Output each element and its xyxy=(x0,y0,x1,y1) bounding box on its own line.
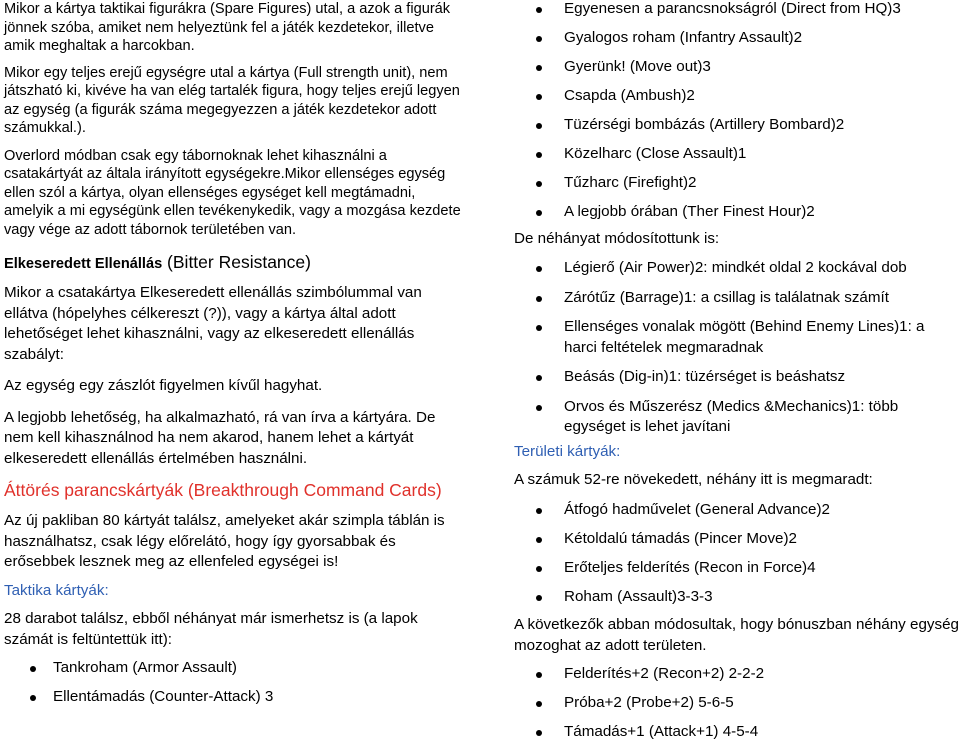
list-item: Felderítés+2 (Recon+2) 2-2-2 xyxy=(514,664,960,685)
list-item: Csapda (Ambush)2 xyxy=(514,86,960,107)
heading-bitter-bold: Elkeseredett Ellenállás xyxy=(4,256,163,272)
bullet-icon xyxy=(30,666,36,672)
list-item: Átfogó hadművelet (General Advance)2 xyxy=(514,500,960,521)
paragraph-following: A következők abban módosultak, hogy bónuszban néhány egység mozoghat az adott területen. xyxy=(514,616,959,654)
paragraph-modified: De néhányat módosítottunk is: xyxy=(514,229,720,247)
list-item: Tankroham (Armor Assault) xyxy=(4,658,466,679)
list-item: Légierő (Air Power)2: mindkét oldal 2 kockával dob xyxy=(514,258,960,279)
paragraph-tactics-count: 28 darabot találsz, ebből néhányat már ismerhetsz is (a lapok számát is feltüntettük itt): xyxy=(4,610,418,648)
bullet-icon xyxy=(536,65,542,71)
bullet-icon xyxy=(536,36,542,42)
list-item: Roham (Assault)3-3-3 xyxy=(514,587,960,608)
bullet-icon xyxy=(536,94,542,100)
heading-breakthrough: Áttörés parancskártyák (Breakthrough Command Cards) xyxy=(4,480,442,500)
paragraph-overlord: Overlord módban csak egy tábornoknak lehet kihasználni a csatakártyát az általa irányított egységekre.Mikor ellenséges egység ellen szól a kártya, olyan ellenséges egységet kell megtámadni, amelyik a mi egységünk ellen tevékenykedik, vagy a mozgása kezdete vagy vége az adott tábornok területében van. xyxy=(4,147,461,238)
left-column xyxy=(4,0,466,707)
paragraph-new-deck: Az új pakliban 80 kártyát találsz, amelyeket akár szimpla táblán is használhatsz, csak légy előrelátó, hogy így gyorsabbak és erősebbek lesznek meg az ellenfeled egységei is! xyxy=(4,512,445,570)
list-item: Támadás+1 (Attack+1) 4-5-4 xyxy=(514,722,960,743)
list-item: A legjobb órában (Ther Finest Hour)2 xyxy=(514,202,960,223)
list-item: Próba+2 (Probe+2) 5-6-5 xyxy=(514,693,960,714)
list-item: Közelharc (Close Assault)1 xyxy=(514,144,960,165)
bullet-icon xyxy=(536,537,542,543)
bullet-icon xyxy=(536,672,542,678)
right-column xyxy=(514,0,960,743)
bullet-icon xyxy=(536,595,542,601)
bullet-icon xyxy=(536,325,542,331)
paragraph-best-option: A legjobb lehetőség, ha alkalmazható, rá van írva a kártyára. De nem kell kihasználnod ha nem akarod, hanem lehet a kártyát elkeseredett ellenállás értelmében használni. xyxy=(4,408,436,467)
heading-territory-cards: Területi kártyák: xyxy=(514,442,621,460)
list-item: Beásás (Dig-in)1: tüzérséget is beáshatsz xyxy=(514,367,960,388)
bullet-icon xyxy=(536,701,542,707)
bullet-icon xyxy=(536,181,542,187)
tactics-list-left xyxy=(4,658,466,707)
list-item: Gyalogos roham (Infantry Assault)2 xyxy=(514,28,960,49)
bullet-icon xyxy=(536,266,542,272)
bullet-icon xyxy=(536,7,542,13)
bullet-icon xyxy=(536,123,542,129)
bullet-icon xyxy=(536,375,542,381)
list-item: Gyerünk! (Move out)3 xyxy=(514,57,960,78)
list-item: Ellenséges vonalak mögött (Behind Enemy Lines)1: a harci feltételek megmaradnak xyxy=(514,317,960,358)
bullet-icon xyxy=(536,296,542,302)
bullet-icon xyxy=(536,566,542,572)
paragraph-full-strength: Mikor egy teljes erejű egységre utal a kártya (Full strength unit), nem játszható ki, kivéve ha van elég tartalék figura, hogy teljes erejű legyen az egység (a figurák száma megegyezzen a játék kezdetekor adott számukkal.). xyxy=(4,64,460,136)
list-item: Tűzharc (Firefight)2 xyxy=(514,173,960,194)
list-item: Kétoldalú támadás (Pincer Move)2 xyxy=(514,529,960,550)
list-item: Zárótűz (Barrage)1: a csillag is találatnak számít xyxy=(514,288,960,309)
bullet-icon xyxy=(536,508,542,514)
heading-bitter-rest: (Bitter Resistance) xyxy=(162,252,311,272)
bullet-icon xyxy=(536,152,542,158)
list-item: Orvos és Műszerész (Medics &Mechanics)1: több egységet is lehet javítani xyxy=(514,397,960,438)
paragraph-spare-figures: Mikor a kártya taktikai figurákra (Spare Figures) utal, a azok a figurák jönnek szóba, amiket nem helyeztünk fel a játék kezdetekor, illetve amik meghaltak a harcokban. xyxy=(4,1,451,54)
list-item: Egyenesen a parancsnokságról (Direct from HQ)3 xyxy=(514,0,960,20)
territory-list xyxy=(514,500,960,608)
paragraph-bitter-symbol: Mikor a csatakártya Elkeseredett ellenállás szimbólummal van ellátva (hópelyhes célkereszt (?)), vagy a kártya által adott lehetőséget lehet kihasználni, vagy az elkeseredett ellenállás szabályt: xyxy=(4,284,422,363)
bullet-icon xyxy=(536,210,542,216)
paragraph-count: A számuk 52-re növekedett, néhány itt is megmaradt: xyxy=(514,471,873,488)
list-item: Ellentámadás (Counter-Attack) 3 xyxy=(4,687,466,708)
heading-tactics-cards: Taktika kártyák: xyxy=(4,581,109,599)
bullet-icon xyxy=(536,405,542,411)
tactics-list-right xyxy=(514,0,960,223)
bonus-list xyxy=(514,664,960,743)
bullet-icon xyxy=(30,695,36,701)
list-item: Tüzérségi bombázás (Artillery Bombard)2 xyxy=(514,115,960,136)
list-item: Erőteljes felderítés (Recon in Force)4 xyxy=(514,558,960,579)
modified-list xyxy=(514,258,960,438)
heading-bitter-resistance xyxy=(4,251,466,275)
bullet-icon xyxy=(536,730,542,736)
paragraph-flag-ignore: Az egység egy zászlót figyelmen kívűl hagyhat. xyxy=(4,377,323,394)
